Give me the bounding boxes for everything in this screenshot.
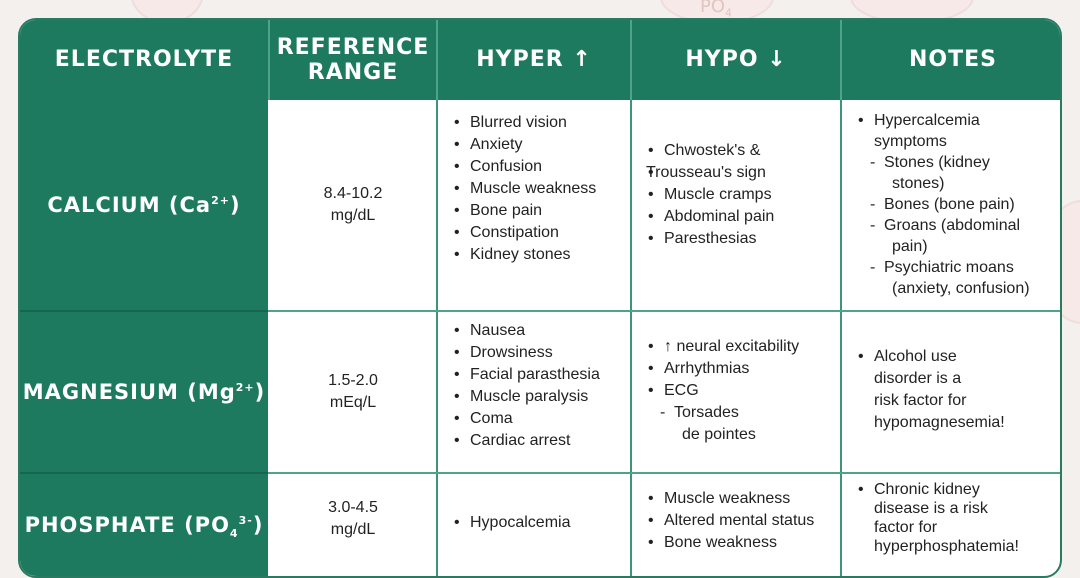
list-item: • Drowsiness <box>452 342 628 364</box>
list-item: • Paresthesias <box>646 228 838 250</box>
list-item: • Abdominal pain <box>646 206 838 228</box>
phosphate-range <box>270 474 436 564</box>
column-divider <box>436 100 438 578</box>
calcium-hypo <box>646 140 838 250</box>
list-item: • Facial parasthesia <box>452 364 628 386</box>
list-item: • Chronic kidney <box>856 480 1062 499</box>
phosphate-hypo <box>646 488 840 554</box>
list-item: - Stones (kidney <box>856 152 1062 173</box>
range-value: 8.4-10.2 <box>323 185 383 202</box>
name-close: ) <box>252 513 264 538</box>
list-item: • Anxiety <box>452 134 628 156</box>
list-item: • Hypercalcemia <box>856 110 1062 131</box>
calcium-notes <box>856 110 1062 299</box>
range-unit: mEq/L <box>329 394 377 411</box>
header-electrolyte: ELECTROLYTE <box>54 47 234 73</box>
list-item: • ECG <box>646 380 838 402</box>
list-item: • Altered mental status <box>646 510 840 532</box>
calcium-hyper <box>452 112 628 266</box>
list-item: • Muscle cramps <box>646 184 838 206</box>
list-item: • Alcohol use <box>856 346 1062 368</box>
bg-bubble-label <box>700 0 732 20</box>
list-item: • Confusion <box>452 156 628 178</box>
range-value: 3.0-4.5 <box>328 499 378 516</box>
list-item: • Nausea <box>452 320 628 342</box>
list-item: • Muscle weakness <box>452 178 628 200</box>
row-name-phosphate <box>20 474 268 578</box>
list-item: symptoms <box>874 133 947 150</box>
header-reference-line1: REFERENCE <box>276 34 430 60</box>
range-value: 1.5-2.0 <box>328 372 378 389</box>
name-subscript: 4 <box>229 527 239 541</box>
header-hyper: HYPER ↑ <box>476 47 592 73</box>
name-superscript: 2+ <box>211 194 230 207</box>
phosphate-hyper <box>452 512 628 534</box>
name-close: ) <box>254 380 266 404</box>
header-reference-line2: RANGE <box>307 60 399 85</box>
name-close: ) <box>229 193 241 217</box>
list-item: disease is a risk <box>874 500 988 517</box>
electrolyte-name <box>25 513 264 540</box>
bubble-text: PO <box>700 0 726 17</box>
name-superscript: 3- <box>238 514 253 528</box>
list-item: (anxiety, confusion) <box>892 280 1030 297</box>
magnesium-hypo <box>646 336 838 446</box>
range-unit: mg/dL <box>330 207 376 224</box>
list-item: - Psychiatric moans <box>856 257 1062 278</box>
electrolyte-name <box>47 193 240 217</box>
list-item: • Muscle paralysis <box>452 386 628 408</box>
phosphate-notes <box>856 480 1062 556</box>
magnesium-range <box>270 312 436 472</box>
list-item: risk factor for <box>874 392 967 409</box>
column-divider <box>840 100 842 578</box>
list-item: hyperphosphatemia! <box>874 538 1019 555</box>
magnesium-notes <box>856 346 1062 434</box>
electrolyte-name <box>23 380 266 404</box>
list-item: • ↑ neural excitability <box>646 336 838 358</box>
header-hypo: HYPO ↓ <box>685 47 787 73</box>
row-name-magnesium <box>20 312 268 472</box>
list-item: • Hypocalcemia <box>452 512 628 534</box>
range-unit: mg/dL <box>330 521 376 538</box>
list-item: - Groans (abdominal <box>856 215 1062 236</box>
list-item: de pointes <box>682 426 756 443</box>
list-item: • Cardiac arrest <box>452 430 628 452</box>
list-item: • Trousseau's sign <box>646 162 838 184</box>
list-item: • Kidney stones <box>452 244 628 266</box>
name-text: CALCIUM (Ca <box>47 193 212 217</box>
list-item: • Arrhythmias <box>646 358 838 380</box>
list-item: • Coma <box>452 408 628 430</box>
list-item: • Muscle weakness <box>646 488 840 510</box>
list-item: • Bone pain <box>452 200 628 222</box>
list-item: • Bone weakness <box>646 532 840 554</box>
row-name-calcium <box>20 100 268 310</box>
name-text: PHOSPHATE (PO <box>24 513 230 538</box>
calcium-range <box>270 100 436 310</box>
list-item: stones) <box>892 175 945 192</box>
name-superscript: 2+ <box>235 381 255 394</box>
list-item: • Chwostek's & <box>646 140 838 162</box>
column-divider <box>630 100 632 578</box>
list-item: pain) <box>892 238 928 255</box>
list-item: - Torsades <box>646 402 838 424</box>
name-text: MAGNESIUM (Mg <box>22 380 236 404</box>
magnesium-hyper <box>452 320 628 452</box>
bubble-subscript: 4 <box>725 6 733 20</box>
list-item: • Blurred vision <box>452 112 628 134</box>
list-item: hypomagnesemia! <box>874 414 1005 431</box>
header-reference-range <box>270 20 436 100</box>
list-item: disorder is a <box>874 370 962 387</box>
list-item: - Bones (bone pain) <box>856 194 1062 215</box>
list-item: • Constipation <box>452 222 628 244</box>
list-item: factor for <box>874 519 938 536</box>
header-notes: NOTES <box>909 47 997 73</box>
electrolyte-table <box>18 18 1062 578</box>
